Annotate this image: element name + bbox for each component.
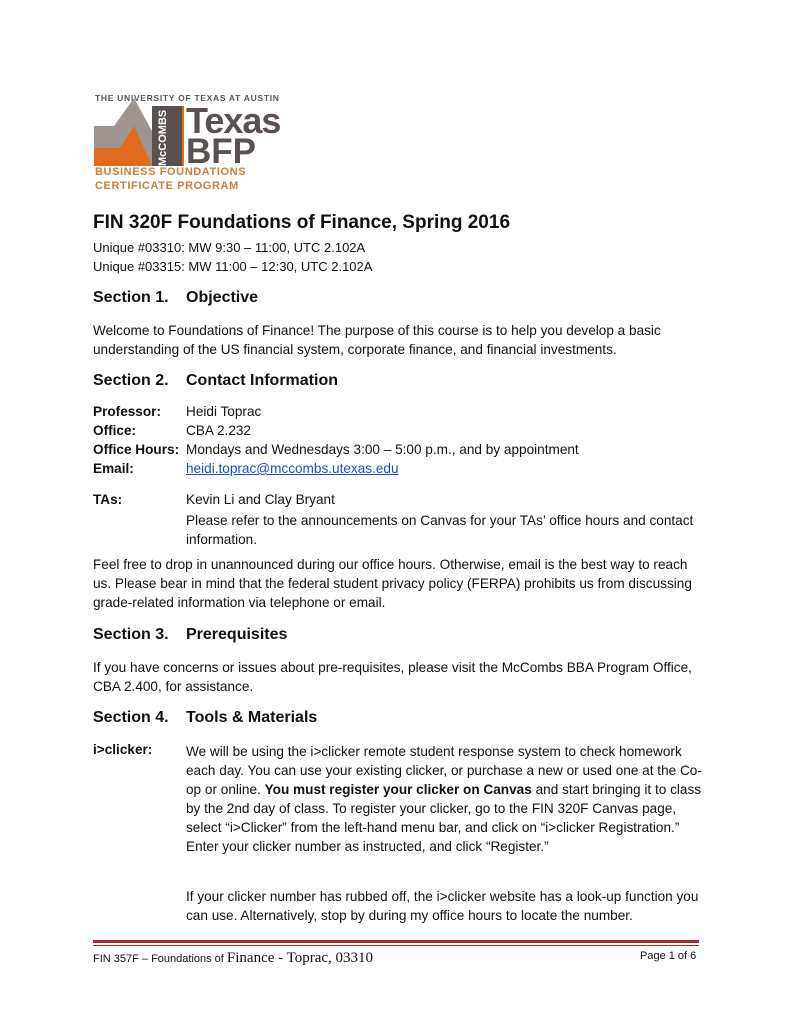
logo-texas-text: Texas (186, 100, 281, 141)
office-value: CBA 2.232 (186, 423, 251, 438)
logo-university-text: THE UNIVERSITY OF TEXAS AT AUSTIN (95, 93, 280, 103)
clicker-paragraph-2: If your clicker number has rubbed off, the i>clicker website has a look-up function you can use. Alternatively, stop by during my office hours to locate the number. (186, 889, 699, 923)
section-name: Tools & Materials (186, 709, 318, 726)
unique-line-1: Unique #03310: MW 9:30 – 11:00, UTC 2.102A (93, 240, 366, 255)
footer-course (93, 950, 373, 967)
section-number: Section 1. (93, 289, 169, 306)
professor-value: Heidi Toprac (186, 404, 262, 419)
email-link-wrap (186, 461, 399, 476)
tas-note: Please refer to the announcements on Canvas for your TAs’ office hours and contact information. (186, 513, 694, 547)
section-2-heading (93, 372, 338, 390)
section-name: Contact Information (186, 372, 338, 389)
section-number: Section 4. (93, 709, 169, 726)
office-hours-value: Mondays and Wednesdays 3:00 – 5:00 p.m., and by appointment (186, 442, 579, 457)
clicker-text-bold: You must register your clicker on Canvas (264, 782, 532, 797)
section-4-heading (93, 709, 318, 727)
tas-label: TAs: (93, 492, 123, 507)
section-name: Prerequisites (186, 626, 288, 643)
office-label: Office: (93, 423, 137, 438)
clicker-text-b: and start bringing it to class by the 2nd day of class. To register your clicker, go to the FIN 320F Canvas page, select “i>Clicker” from the left-hand menu bar, and click on “i>clicker Registration.” Enter your clicker number as instructed, and click “Register.” (186, 782, 702, 854)
prerequisites-text: If you have concerns or issues about pre-requisites, please visit the McCombs BBA Program Office, CBA 2.400, for assistance. (93, 660, 692, 694)
clicker-label: i>clicker: (93, 742, 153, 757)
section-3-heading (93, 626, 288, 644)
page-title: FIN 320F Foundations of Finance, Spring 2016 (93, 212, 511, 233)
logo-bfp-text: BFP (186, 132, 256, 171)
clicker-paragraph-1 (186, 742, 706, 856)
email-link[interactable]: heidi.toprac@mccombs.utexas.edu (186, 461, 399, 476)
logo-line-2: CERTIFICATE PROGRAM (95, 180, 239, 192)
objective-text: Welcome to Foundations of Finance! The purpose of this course is to help you develop a basic understanding of the US financial system, corporate finance, and financial investments. (93, 323, 661, 357)
footer-course-small: FIN 357F – Foundations of (93, 953, 227, 965)
footer-course-big: Finance - Toprac, 03310 (226, 950, 374, 966)
section-1-heading (93, 289, 259, 307)
professor-label: Professor: (93, 404, 161, 419)
unique-line-2: Unique #03315: MW 11:00 – 12:30, UTC 2.102A (93, 259, 373, 274)
logo-line-1: BUSINESS FOUNDATIONS (95, 166, 247, 178)
contact-note: Feel free to drop in unannounced during our office hours. Otherwise, email is the best way to reach us. Please bear in mind that the federal student privacy policy (FERPA) prohibits us from discussing grade-related information via telephone or email. (93, 557, 692, 610)
email-label: Email: (93, 461, 134, 476)
section-name: Objective (186, 289, 259, 306)
section-number: Section 2. (93, 372, 169, 389)
tas-value: Kevin Li and Clay Bryant (186, 492, 335, 507)
clicker-text-a: We will be using the i>clicker remote student response system to check homework each day. You can use your existing clicker, or purchase a new or used one at the Co-op or online. (186, 744, 702, 797)
footer-rule-thin (93, 945, 699, 946)
section-number: Section 3. (93, 626, 169, 643)
footer-page-number: Page 1 of 6 (640, 950, 697, 962)
logo-mccombs-text: McCOMBS (157, 109, 169, 166)
footer-rule-thick (93, 940, 699, 943)
office-hours-label: Office Hours: (93, 442, 180, 457)
